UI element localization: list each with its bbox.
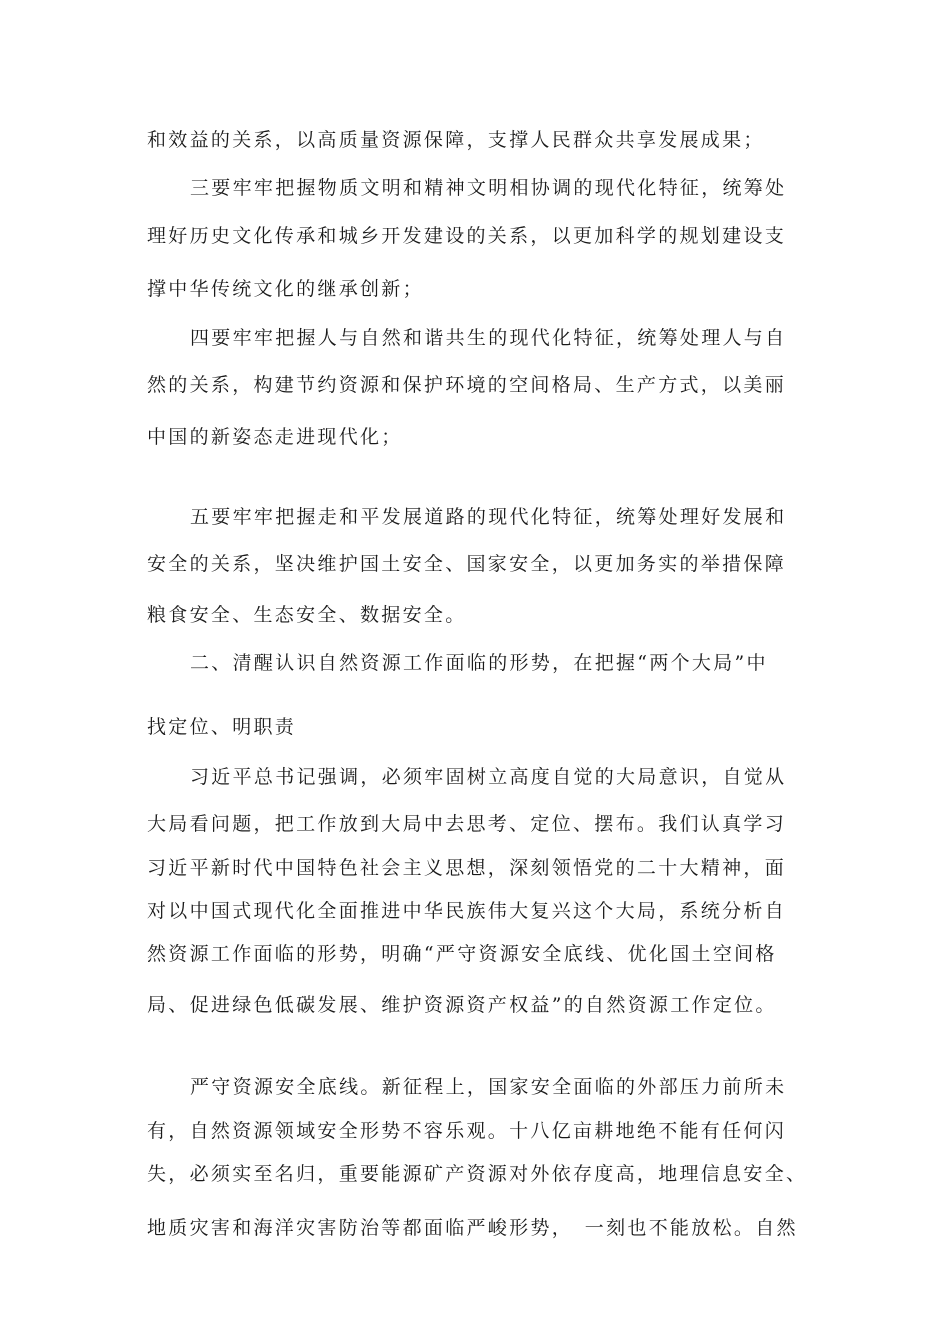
- text-line: 失，必须实至名归，重要能源矿产资源对外依存度高，地理信息安全、: [147, 1163, 808, 1185]
- text-line: 五要牢牢把握走和平发展道路的现代化特征，统筹处理好发展和: [190, 506, 787, 528]
- text-line: 三要牢牢把握物质文明和精神文明相协调的现代化特征，统筹处: [190, 177, 787, 199]
- text-line: 习近平总书记强调，必须牢固树立高度自觉的大局意识，自觉从: [190, 766, 787, 788]
- text-line: 然资源工作面临的形势，明确“严守资源安全底线、优化国土空间格: [147, 943, 777, 965]
- text-line: 粮食安全、生态安全、数据安全。: [147, 604, 467, 626]
- text-line: 对以中国式现代化全面推进中华民族伟大复兴这个大局，系统分析自: [147, 900, 787, 922]
- text-line: 地质灾害和海洋灾害防治等都面临严峻形势， 一刻也不能放松。自然: [147, 1217, 798, 1239]
- text-line: 然的关系，构建节约资源和保护环境的空间格局、生产方式，以美丽: [147, 374, 787, 396]
- text-line: 中国的新姿态走进现代化；: [147, 426, 403, 448]
- text-line: 习近平新时代中国特色社会主义思想，深刻领悟党的二十大精神，面: [147, 857, 787, 879]
- text-line: 有，自然资源领域安全形势不容乐观。十八亿亩耕地绝不能有任何闪: [147, 1120, 787, 1142]
- text-line: 局、促进绿色低碳发展、维护资源资产权益”的自然资源工作定位。: [147, 994, 777, 1016]
- section-heading-line: 找定位、明职责: [147, 716, 297, 738]
- section-heading-line: 二、清醒认识自然资源工作面临的形势，在把握“两个大局”中: [190, 652, 768, 674]
- text-line: 四要牢牢把握人与自然和谐共生的现代化特征，统筹处理人与自: [190, 327, 787, 349]
- text-line: 严守资源安全底线。新征程上，国家安全面临的外部压力前所未: [190, 1076, 787, 1098]
- text-line: 理好历史文化传承和城乡开发建设的关系，以更加科学的规划建设支: [147, 225, 787, 247]
- text-line: 和效益的关系，以高质量资源保障，支撑人民群众共享发展成果；: [147, 129, 765, 151]
- text-line: 撑中华传统文化的继承创新；: [147, 278, 424, 300]
- text-line: 大局看问题，把工作放到大局中去思考、定位、摆布。我们认真学习: [147, 813, 787, 835]
- text-line: 安全的关系，坚决维护国土安全、国家安全，以更加务实的举措保障: [147, 553, 787, 575]
